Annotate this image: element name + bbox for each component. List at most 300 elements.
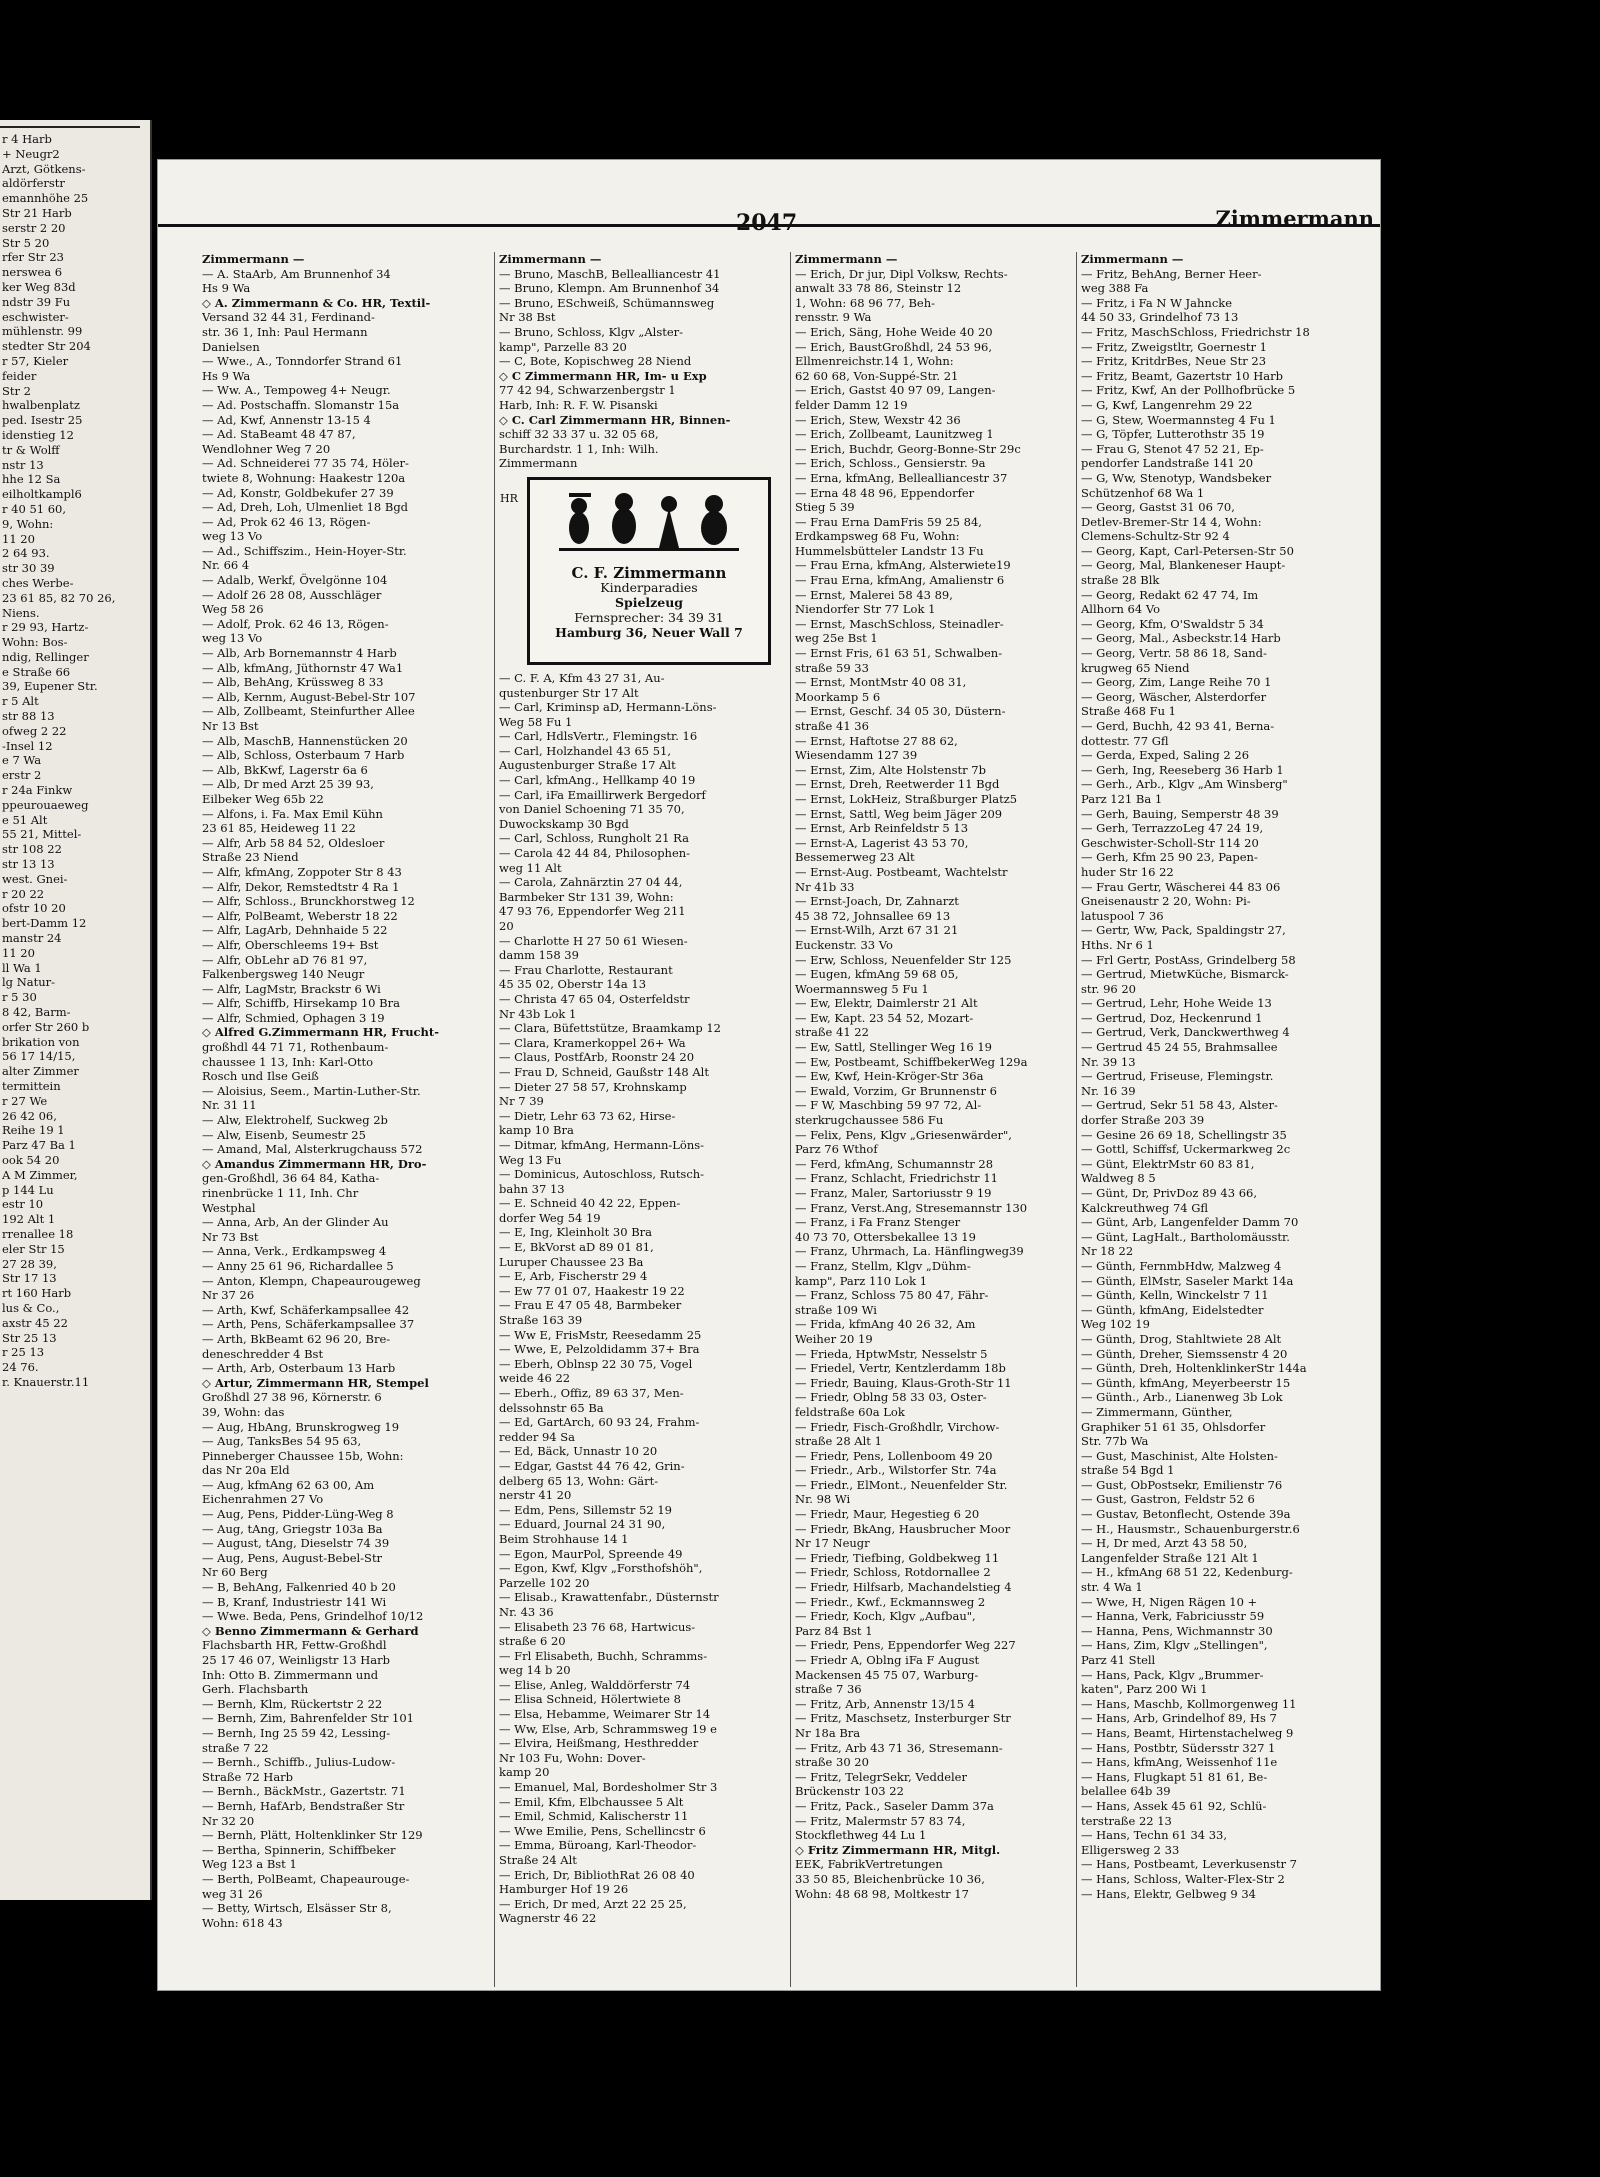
directory-entry: — Georg, Kapt, Carl-Petersen-Str 50 xyxy=(1081,543,1294,558)
directory-entry: — Friedr, Schloss, Rotdornallee 2 xyxy=(795,1565,991,1580)
directory-entry: — Hanna, Verk, Fabriciusstr 59 xyxy=(1081,1609,1265,1624)
directory-entry: — Bernh., Schiffb., Julius-Ludow- xyxy=(202,1755,396,1770)
directory-entry: dorfer Straße 203 39 xyxy=(1081,1113,1205,1128)
directory-entry: — H., Hausmstr., Schauenburgerstr.6 xyxy=(1081,1521,1300,1536)
directory-entry: — Georg, Mal., Asbeckstr.14 Harb xyxy=(1081,631,1281,646)
adjacent-page-line: termittein xyxy=(2,1079,61,1093)
directory-entry: — Hans, Arb, Grindelhof 89, Hs 7 xyxy=(1081,1711,1277,1726)
directory-entry: — Edgar, Gastst 44 76 42, Grin- xyxy=(499,1458,685,1473)
directory-entry: — E, Arb, Fischerstr 29 4 xyxy=(499,1269,648,1284)
directory-entry: — Alb, Zollbeamt, Steinfurther Allee xyxy=(202,704,415,719)
directory-entry: — Bernh, Ing 25 59 42, Lessing- xyxy=(202,1725,391,1740)
directory-entry: 45 35 02, Oberstr 14a 13 xyxy=(499,977,647,992)
directory-entry: Woermannsweg 5 Fu 1 xyxy=(795,981,929,996)
adjacent-page-line: 9, Wohn: xyxy=(2,516,54,531)
directory-entry: — Ad, Kwf, Annenstr 13-15 4 xyxy=(202,412,371,427)
adjacent-page-line: Str 21 Harb xyxy=(2,205,72,220)
directory-entry: weg 388 Fa xyxy=(1081,281,1149,296)
advertiser-name: C. F. Zimmermann xyxy=(571,563,727,582)
directory-entry: — Erich, Buchdr, Georg-Bonne-Str 29c xyxy=(795,441,1021,456)
directory-entry: — Erich, Säng, Hohe Weide 40 20 xyxy=(795,324,993,339)
directory-entry: — Egon, MaurPol, Spreende 49 xyxy=(499,1546,683,1561)
adjacent-page-line: r 25 13 xyxy=(2,1345,45,1360)
directory-entry: — Adolf 26 28 08, Ausschläger xyxy=(202,587,382,602)
directory-entry: Nr 18 22 xyxy=(1081,1244,1134,1259)
adjacent-page-line: ker Weg 83d xyxy=(2,279,76,294)
adjacent-page-line: 39, Eupener Str. xyxy=(2,679,98,694)
directory-entry: ◇ Amandus Zimmermann HR, Dro- xyxy=(202,1156,427,1171)
directory-entry: — Gerh., Arb., Klgv „Am Winsberg" xyxy=(1081,777,1288,792)
directory-entry: Nr. 66 4 xyxy=(202,558,250,573)
directory-entry: — Günth, Drog, Stahltwiete 28 Alt xyxy=(1081,1331,1282,1346)
directory-entry: — Alfr, LagArb, Dehnhaide 5 22 xyxy=(202,923,388,938)
directory-entry: — E, Ing, Kleinholt 30 Bra xyxy=(499,1225,653,1240)
directory-entry: str. 4 Wa 1 xyxy=(1081,1580,1143,1595)
directory-entry: — Günth, Dreh, HoltenklinkerStr 144a xyxy=(1081,1361,1307,1376)
directory-entry: krugweg 65 Niend xyxy=(1081,660,1190,675)
adjacent-page-line: bert-Damm 12 xyxy=(2,916,87,931)
directory-entry: — Alfr, Arb 58 84 52, Oldesloer xyxy=(202,835,385,850)
directory-entry: kamp 20 xyxy=(499,1765,550,1780)
directory-entry: — Alb, Schloss, Osterbaum 7 Harb xyxy=(202,748,405,763)
directory-entry: — Georg, Wäscher, Alsterdorfer xyxy=(1081,689,1267,704)
directory-entry: — Alb, MaschB, Hannenstücken 20 xyxy=(202,733,408,748)
directory-entry: — Franz, Schlacht, Friedrichstr 11 xyxy=(795,1171,998,1186)
adjacent-page-rule xyxy=(0,126,140,128)
directory-entry: — H., kfmAng 68 51 22, Kedenburg- xyxy=(1081,1565,1293,1580)
directory-entry: — Alfr, Schloss., Brunckhorstweg 12 xyxy=(202,894,415,909)
directory-entry: straße 6 20 xyxy=(499,1634,566,1649)
directory-entry: — Arth, Kwf, Schäferkampsallee 42 xyxy=(202,1302,410,1317)
directory-entry: straße 7 22 xyxy=(202,1740,269,1755)
directory-entry: — Günth., Arb., Lianenweg 3b Lok xyxy=(1081,1390,1283,1405)
directory-entry: — Bernh, HafArb, Bendstraßer Str xyxy=(202,1798,405,1813)
column-4 xyxy=(1076,252,1380,1987)
directory-entry: Hamburger Hof 19 26 xyxy=(499,1882,629,1897)
directory-entry: — Friedr A, Oblng iFa F August xyxy=(795,1653,980,1667)
directory-entry: — Ew, Kwf, Hein-Kröger-Str 36a xyxy=(795,1069,984,1084)
directory-entry: — Friedr., Kwf., Eckmannsweg 2 xyxy=(795,1594,986,1609)
directory-entry: — Gerh, Bauing, Semperstr 48 39 xyxy=(1081,806,1279,821)
directory-entry: Duwockskamp 30 Bgd xyxy=(499,816,629,831)
directory-entry: — Günth, kfmAng, Meyerbeerstr 15 xyxy=(1081,1375,1291,1390)
directory-entry: Weg 13 Fu xyxy=(499,1152,562,1167)
adjacent-page-fragment xyxy=(0,120,152,1900)
directory-entry: Zimmermann xyxy=(499,456,578,471)
directory-entry: — Gust, Maschinist, Alte Holsten- xyxy=(1081,1448,1278,1463)
directory-entry: — Günt, Arb, Langenfelder Damm 70 xyxy=(1081,1215,1299,1230)
adjacent-page-line: ll Wa 1 xyxy=(2,960,42,975)
directory-entry: Nr 60 Berg xyxy=(202,1565,268,1580)
adjacent-page-line: r 40 51 60, xyxy=(2,501,67,516)
directory-entry: Straße 24 Alt xyxy=(499,1853,577,1867)
hr-mark: HR xyxy=(500,491,518,505)
directory-entry: Parzelle 102 20 xyxy=(499,1575,590,1590)
directory-entry: ◇ Alfred G.Zimmermann HR, Frucht- xyxy=(202,1025,440,1040)
directory-entry: — Frau Erna DamFris 59 25 84, xyxy=(795,514,982,529)
directory-entry: Falkenbergsweg 140 Neugr xyxy=(202,967,365,982)
directory-entry: straße 109 Wi xyxy=(795,1302,877,1317)
adjacent-page-lines xyxy=(0,132,150,1390)
directory-entry: — Dieter 27 58 57, Krohnskamp xyxy=(499,1079,687,1094)
adjacent-page-line: e Straße 66 xyxy=(2,664,71,679)
directory-entry: Parz 41 Stell xyxy=(1081,1653,1156,1667)
directory-entry: — Alb, BehAng, Krüssweg 8 33 xyxy=(202,675,384,690)
directory-entry: — Emil, Schmid, Kalischerstr 11 xyxy=(499,1809,689,1824)
directory-entry: weide 46 22 xyxy=(499,1371,571,1386)
directory-entry: Nr. 39 13 xyxy=(1081,1054,1136,1069)
directory-entry: — Alfr, LagMstr, Brackstr 6 Wi xyxy=(202,981,381,996)
directory-entry: weg 25e Bst 1 xyxy=(795,631,878,646)
adjacent-page-line: ches Werbe- xyxy=(2,575,74,590)
directory-entry: Weiher 20 19 xyxy=(795,1331,873,1346)
directory-entry: — Alfr, ObLehr aD 76 81 97, xyxy=(202,952,368,967)
directory-entry: redder 94 Sa xyxy=(499,1429,576,1444)
directory-entry: — Günth, Kelln, Winckelstr 7 11 xyxy=(1081,1288,1269,1303)
directory-entry: Nr 38 Bst xyxy=(499,310,556,325)
adjacent-page-line: emannhöhe 25 xyxy=(2,191,89,206)
directory-entry: — Ew 77 01 07, Haakestr 19 22 xyxy=(499,1283,685,1298)
directory-entry: — Eberh, Oblnsp 22 30 75, Vogel xyxy=(499,1356,693,1371)
directory-entry: — A. StaArb, Am Brunnenhof 34 xyxy=(202,266,391,281)
adjacent-page-line: estr 10 xyxy=(2,1197,44,1212)
directory-entry: 47 93 76, Eppendorfer Weg 211 xyxy=(499,904,686,919)
directory-entry: — Ad, Prok 62 46 13, Rögen- xyxy=(202,514,371,529)
directory-entry: Clemens-Schultz-Str 92 4 xyxy=(1081,529,1230,544)
directory-entry: — Alw, Elektrohelf, Suckweg 2b xyxy=(202,1113,388,1128)
directory-entry: 62 60 68, Von-Suppé-Str. 21 xyxy=(795,368,959,383)
directory-entry: Nr 41b 33 xyxy=(795,879,855,894)
directory-entry: — Bruno, MaschB, Bellealliancestr 41 xyxy=(499,266,721,281)
directory-entry: — Bertha, Spinnerin, Schiffbeker xyxy=(202,1842,396,1857)
adjacent-page-line: 55 21, Mittel- xyxy=(2,827,82,842)
directory-entry: — Ew, Sattl, Stellinger Weg 16 19 xyxy=(795,1040,992,1055)
directory-entry: — Alfr, PolBeamt, Weberstr 18 22 xyxy=(202,908,398,923)
directory-entry: — Ernst, Geschf. 34 05 30, Düstern- xyxy=(795,704,1006,719)
directory-entry: Augustenburger Straße 17 Alt xyxy=(499,758,676,773)
directory-entry: — Ad. Postschaffn. Slomanstr 15a xyxy=(202,397,400,412)
directory-entry: — G, Stew, Woermannsteg 4 Fu 1 xyxy=(1081,412,1276,427)
directory-page xyxy=(158,160,1380,1990)
directory-entry: — Fritz, Pack., Saseler Damm 37a xyxy=(795,1798,994,1813)
adjacent-page-line: tr & Wolff xyxy=(2,442,60,457)
directory-entry: Schützenhof 68 Wa 1 xyxy=(1081,485,1205,500)
directory-entry: — Aug, TanksBes 54 95 63, xyxy=(202,1434,362,1449)
directory-entry: — B, Kranf, Industriestr 141 Wi xyxy=(202,1594,387,1609)
directory-entry: qustenburger Str 17 Alt xyxy=(499,685,639,700)
directory-entry: — Elisabeth 23 76 68, Hartwicus- xyxy=(499,1619,696,1634)
directory-entry: Eilbeker Weg 65b 22 xyxy=(202,791,324,806)
directory-entry: — Fritz, KritdrBes, Neue Str 23 xyxy=(1081,354,1267,369)
directory-entry: — Georg, Zim, Lange Reihe 70 1 xyxy=(1081,675,1272,690)
ad-line: Kinderparadies xyxy=(600,580,698,596)
directory-entry: — Hanna, Pens, Wichmannstr 30 xyxy=(1081,1623,1273,1638)
directory-entry: — Günt, Dr, PrivDoz 89 43 66, xyxy=(1081,1186,1257,1200)
directory-entry: Großhdl 27 38 96, Körnerstr. 6 xyxy=(202,1390,382,1405)
directory-entry: Nr 18a Bra xyxy=(795,1725,861,1740)
directory-entry: — Carl, HdlsVertr., Flemingstr. 16 xyxy=(499,729,698,744)
directory-entry: das Nr 20a Eld xyxy=(202,1463,290,1478)
directory-entry: kamp 10 Bra xyxy=(499,1123,574,1138)
directory-entry: Weg 102 19 xyxy=(1081,1317,1150,1332)
directory-entry: — Gerh, Ing, Reeseberg 36 Harb 1 xyxy=(1081,762,1284,777)
directory-entry: ◇ Fritz Zimmermann HR, Mitgl. xyxy=(795,1842,1001,1857)
directory-entry: Wiesendamm 127 39 xyxy=(795,748,918,763)
adjacent-page-line: rt 160 Harb xyxy=(2,1286,72,1301)
directory-entry: 20 xyxy=(499,919,514,933)
directory-entry: — Gertrud, Verk, Danckwerthweg 4 xyxy=(1081,1025,1290,1040)
advertisement-box xyxy=(500,477,771,665)
directory-entry: weg 13 Vo xyxy=(202,529,263,544)
adjacent-page-line: r 29 93, Hartz- xyxy=(2,620,89,635)
directory-entry: delberg 65 13, Wohn: Gärt- xyxy=(499,1473,659,1488)
directory-entry: — Claus, PostfArb, Roonstr 24 20 xyxy=(499,1050,695,1065)
directory-entry: Waldweg 8 5 xyxy=(1081,1171,1156,1186)
directory-entry: — Ernst, Arb Reinfeldstr 5 13 xyxy=(795,821,969,836)
directory-entry: — Frau E 47 05 48, Barmbeker xyxy=(499,1298,682,1313)
directory-entry: — Günth, kfmAng, Eidelstedter xyxy=(1081,1302,1264,1317)
directory-entry: Straße 23 Niend xyxy=(202,850,299,865)
directory-entry: — Dominicus, Autoschloss, Rutsch- xyxy=(499,1167,705,1182)
directory-entry: — Hans, Schloss, Walter-Flex-Str 2 xyxy=(1081,1871,1285,1886)
directory-entry: — Alfr, Dekor, Remstedtstr 4 Ra 1 xyxy=(202,879,400,894)
directory-entry: Kalckreuthweg 74 Gfl xyxy=(1081,1200,1209,1215)
directory-entry: chaussee 1 13, Inh: Karl-Otto xyxy=(202,1054,374,1069)
directory-entry: — Gertrud, Doz, Heckenrund 1 xyxy=(1081,1010,1263,1025)
directory-entry: Nr 13 Bst xyxy=(202,719,259,733)
ad-line: Spielzeug xyxy=(614,595,684,611)
directory-entry: — Amand, Mal, Alsterkrugchauss 572 xyxy=(202,1142,423,1157)
directory-entry: — Friedr, Koch, Klgv „Aufbau", xyxy=(795,1609,976,1624)
directory-entry: — Frau G, Stenot 47 52 21, Ep- xyxy=(1081,441,1264,456)
directory-entry: — Felix, Pens, Klgv „Griesenwärder", xyxy=(795,1127,1012,1142)
adjacent-page-line: Niens. xyxy=(2,605,40,620)
directory-entry: — Hans, Maschb, Kollmorgenweg 11 xyxy=(1081,1696,1297,1711)
directory-entry: — Georg, Mal, Blankeneser Haupt- xyxy=(1081,558,1286,573)
directory-entry: — Arth, BkBeamt 62 96 20, Bre- xyxy=(202,1331,391,1346)
directory-entry: — Fritz, BehAng, Berner Heer- xyxy=(1081,266,1262,281)
directory-entry: Parz 84 Bst 1 xyxy=(795,1623,873,1638)
directory-entry: straße 54 Bgd 1 xyxy=(1081,1463,1175,1478)
directory-entry: — Carl, iFa Emaillirwerk Bergedorf xyxy=(499,787,706,802)
directory-entry: 39, Wohn: das xyxy=(202,1404,285,1419)
directory-entry: Niendorfer Str 77 Lok 1 xyxy=(795,602,936,617)
directory-entry: — Erich, Stew, Wexstr 42 36 xyxy=(795,412,961,427)
directory-entry: — Gust, ObPostsekr, Emilienstr 76 xyxy=(1081,1477,1283,1492)
directory-entry: — Clara, Büfettstütze, Braamkamp 12 xyxy=(499,1021,721,1036)
directory-entry: — Ernst Fris, 61 63 51, Schwalben- xyxy=(795,646,1003,661)
directory-entry: weg 11 Alt xyxy=(499,860,562,875)
directory-entry: — Wwe. Beda, Pens, Grindelhof 10/12 xyxy=(202,1609,424,1624)
directory-entry: — Frl Gertr, PostAss, Grindelberg 58 xyxy=(1081,952,1296,967)
adjacent-page-line: -Insel 12 xyxy=(2,738,53,753)
directory-entry: — Frl Elisabeth, Buchh, Schramms- xyxy=(499,1648,708,1663)
adjacent-page-line: Str 2 xyxy=(2,383,31,398)
directory-entry: — Emma, Büroang, Karl-Theodor- xyxy=(499,1838,697,1853)
directory-entry: — Ad. Schneiderei 77 35 74, Höler- xyxy=(202,456,409,471)
directory-entry: damm 158 39 xyxy=(499,948,579,963)
directory-entry: — Günt, ElektrMstr 60 83 81, xyxy=(1081,1156,1255,1171)
directory-entry: Flachsbarth HR, Fettw-Großhdl xyxy=(202,1638,387,1653)
directory-entry: — Aug, Pens, August-Bebel-Str xyxy=(202,1550,383,1565)
directory-entry: — Ernst, Sattl, Weg beim Jäger 209 xyxy=(795,806,1003,821)
directory-entry: — E, BkVorst aD 89 01 81, xyxy=(499,1240,654,1255)
directory-entry: — Charlotte H 27 50 61 Wiesen- xyxy=(499,933,688,948)
directory-entry: ◇ Benno Zimmermann & Gerhard xyxy=(202,1623,419,1638)
directory-entry: huder Str 16 22 xyxy=(1081,864,1174,879)
directory-entry: Parz 121 Ba 1 xyxy=(1081,791,1163,806)
directory-entry: — G, Ww, Stenotyp, Wandsbeker xyxy=(1081,470,1272,485)
directory-entry: — Frau Charlotte, Restaurant xyxy=(499,962,673,977)
adjacent-page-line: nerswea 6 xyxy=(2,265,63,280)
directory-entry: — Erich, Dr med, Arzt 22 25 25, xyxy=(499,1896,687,1911)
adjacent-page-line: 27 28 39, xyxy=(2,1256,57,1271)
directory-entry: — Fritz, Maschsetz, Insterburger Str xyxy=(795,1711,1011,1726)
column-header: Zimmermann — xyxy=(202,252,305,266)
directory-entry: weg 31 26 xyxy=(202,1886,263,1901)
adjacent-page-line: 11 20 xyxy=(2,531,35,546)
adjacent-page-line: eilholtkampl6 xyxy=(2,487,82,502)
adjacent-page-line: 8 42, Barm- xyxy=(2,1005,71,1020)
adjacent-page-line: feider xyxy=(2,368,37,383)
directory-entry: — Elisab., Krawattenfabr., Düsternstr xyxy=(499,1590,719,1605)
directory-entry: Versand 32 44 31, Ferdinand- xyxy=(202,310,375,325)
directory-entry: Elligersweg 2 33 xyxy=(1081,1842,1180,1857)
directory-entry: straße 41 22 xyxy=(795,1025,869,1040)
directory-entry: Mackensen 45 75 07, Warburg- xyxy=(795,1667,979,1682)
directory-entry: Straße 468 Fu 1 xyxy=(1081,704,1176,719)
directory-entry: — Günth, Dreher, Siemssenstr 4 20 xyxy=(1081,1346,1288,1361)
directory-entry: — Erna, kfmAng, Bellealliancestr 37 xyxy=(795,470,1008,485)
directory-entry: — Erich, Dr jur, Dipl Volksw, Rechts- xyxy=(795,266,1008,281)
adjacent-page-line: Str 25 13 xyxy=(2,1330,57,1345)
directory-entry: Straße 163 39 xyxy=(499,1313,583,1328)
directory-entry: — Bruno, Klempn. Am Brunnenhof 34 xyxy=(499,281,720,296)
directory-entry: — Eugen, kfmAng 59 68 05, xyxy=(795,967,959,982)
adjacent-page-line: str 13 13 xyxy=(2,857,55,872)
directory-entry: — Betty, Wirtsch, Elsässer Str 8, xyxy=(202,1901,392,1916)
directory-entry: 33 50 85, Bleichenbrücke 10 36, xyxy=(795,1871,985,1886)
directory-entry: — Frau Erna, kfmAng, Alsterwiete19 xyxy=(795,558,1011,573)
directory-entry: Nr. 98 Wi xyxy=(795,1492,851,1507)
directory-entry: — Gertr, Ww, Pack, Spaldingstr 27, xyxy=(1081,923,1286,938)
directory-entry: ◇ C Zimmermann HR, Im- u Exp xyxy=(499,368,707,383)
directory-entry: — Günth, ElMstr, Saseler Markt 14a xyxy=(1081,1273,1294,1288)
directory-entry: — Friedr., Arb., Wilstorfer Str. 74a xyxy=(795,1463,997,1478)
directory-entry: — Elisa Schneid, Hölertwiete 8 xyxy=(499,1692,681,1707)
directory-entry: Wohn: 618 43 xyxy=(202,1915,283,1930)
directory-entry: Stockflethweg 44 Lu 1 xyxy=(795,1828,927,1843)
directory-entry: pendorfer Landstraße 141 20 xyxy=(1081,456,1254,471)
directory-entry: Nr 7 39 xyxy=(499,1094,544,1109)
directory-entry: ◇ C. Carl Zimmermann HR, Binnen- xyxy=(499,412,731,427)
directory-entry: — Anton, Klempn, Chapeaurougeweg xyxy=(202,1273,421,1288)
directory-entry: großhdl 44 71 71, Rothenbaum- xyxy=(202,1040,389,1055)
directory-entry: rensstr. 9 Wa xyxy=(795,310,872,325)
directory-entry: — C. F. A, Kfm 43 27 31, Au- xyxy=(499,670,665,685)
directory-entry: — C, Bote, Kopischweg 28 Niend xyxy=(499,354,692,369)
entry-list xyxy=(499,267,793,471)
directory-entry: — Fritz, Malermstr 57 83 74, xyxy=(795,1813,966,1828)
directory-entry: terstraße 22 13 xyxy=(1081,1813,1172,1828)
adjacent-page-line: r 5 30 xyxy=(2,990,37,1005)
adjacent-page-line: brikation von xyxy=(2,1034,80,1049)
directory-entry: — Alw, Eisenb, Seumestr 25 xyxy=(202,1127,366,1142)
directory-entry: — Carl, kfmAng., Hellkamp 40 19 xyxy=(499,773,696,788)
directory-entry: Wendlohner Weg 7 20 xyxy=(202,441,331,456)
adjacent-page-line: ppeurouaeweg xyxy=(2,797,89,812)
directory-entry: — Friedr, Hilfsarb, Machandelstieg 4 xyxy=(795,1580,1012,1595)
directory-entry: gen-Großhdl, 36 64 84, Katha- xyxy=(202,1171,380,1186)
directory-entry: — Günth, FernmbHdw, Malzweg 4 xyxy=(1081,1258,1282,1273)
column-header: Zimmermann — xyxy=(795,252,898,266)
directory-entry: straße 30 20 xyxy=(795,1755,869,1770)
adjacent-page-line: + Neugr2 xyxy=(2,146,60,161)
adjacent-page-line: 56 17 14/15, xyxy=(2,1049,76,1064)
adjacent-page-line: r 27 We xyxy=(2,1093,48,1108)
entry-list xyxy=(795,267,1079,1902)
directory-entry: Westphal xyxy=(202,1200,256,1215)
directory-entry: dorfer Weg 54 19 xyxy=(499,1210,601,1225)
directory-entry: Hs 9 Wa xyxy=(202,368,251,383)
directory-entry: — Christa 47 65 04, Osterfeldstr xyxy=(499,991,690,1006)
adjacent-page-line: Arzt, Götkens- xyxy=(2,161,86,176)
directory-entry: Beim Strohhause 14 1 xyxy=(499,1531,629,1546)
directory-entry: — Alb, Arb Bornemannstr 4 Harb xyxy=(202,646,397,661)
directory-entry: — Bernh., BäckMstr., Gazertstr. 71 xyxy=(202,1784,406,1799)
directory-entry: Straße 72 Harb xyxy=(202,1769,294,1784)
directory-entry: — Frau Gertr, Wäscherei 44 83 06 xyxy=(1081,879,1281,894)
directory-entry: Nr 73 Bst xyxy=(202,1229,259,1244)
directory-entry: — Alfr, kfmAng, Zoppoter Str 8 43 xyxy=(202,864,402,879)
directory-entry: — G, Kwf, Langenrehm 29 22 xyxy=(1081,397,1253,412)
adjacent-page-line: eler Str 15 xyxy=(2,1241,65,1256)
directory-entry: — Ww E, FrisMstr, Reesedamm 25 xyxy=(499,1327,702,1342)
adjacent-page-line: serstr 2 20 xyxy=(2,220,66,235)
adjacent-page-line: 26 42 06, xyxy=(2,1108,57,1123)
adjacent-page-line: lg Natur- xyxy=(2,975,56,990)
directory-entry: — Dietr, Lehr 63 73 62, Hirse- xyxy=(499,1108,676,1123)
directory-entry: — Friedr., ElMont., Neuenfelder Str. xyxy=(795,1477,1008,1492)
directory-entry: — Wwe, E, Pelzoldidamm 37+ Bra xyxy=(499,1342,700,1357)
adjacent-page-line: aldörferstr xyxy=(2,176,65,191)
directory-entry: 45 38 72, Johnsallee 69 13 xyxy=(795,908,951,923)
directory-entry: — Friedr, Tiefbing, Goldbekweg 11 xyxy=(795,1550,1000,1565)
directory-entry: Geschwister-Scholl-Str 114 20 xyxy=(1081,835,1259,850)
directory-entry: — Hans, Postbtr, Südersstr 327 1 xyxy=(1081,1740,1276,1755)
directory-entry: — Ernst, Haftotse 27 88 62, xyxy=(795,733,958,748)
column-header: Zimmermann — xyxy=(499,252,602,266)
adjacent-page-line: stedter Str 204 xyxy=(2,339,91,354)
directory-entry: — Hans, Beamt, Hirtenstachelweg 9 xyxy=(1081,1725,1294,1740)
directory-entry: 77 42 94, Schwarzenbergstr 1 xyxy=(499,383,676,398)
directory-entry: — Erna 48 48 96, Eppendorfer xyxy=(795,485,975,500)
adjacent-page-line: ndstr 39 Fu xyxy=(2,294,71,309)
directory-entry: — Carl, Kriminsp aD, Hermann-Löns- xyxy=(499,700,717,715)
adjacent-page-line: manstr 24 xyxy=(2,931,62,946)
directory-entry: — Alfr, Schiffb, Hirsekamp 10 Bra xyxy=(202,996,400,1011)
directory-entry: Allhorn 64 Vo xyxy=(1081,602,1161,617)
directory-entry: — Frau D, Schneid, Gaußstr 148 Alt xyxy=(499,1064,709,1079)
directory-entry: — Gertrud, Friseuse, Flemingstr. xyxy=(1081,1069,1274,1084)
directory-entry: — Berth, PolBeamt, Chapeaurouge- xyxy=(202,1871,410,1886)
adjacent-page-line: orfer Str 260 b xyxy=(2,1019,90,1034)
adjacent-page-line: Parz 47 Ba 1 xyxy=(2,1138,76,1153)
directory-entry: — Ad, Konstr, Goldbekufer 27 39 xyxy=(202,485,394,500)
directory-entry: — Fritz, MaschSchloss, Friedrichstr 18 xyxy=(1081,324,1310,339)
directory-entry: — Elsa, Hebamme, Weimarer Str 14 xyxy=(499,1707,711,1722)
directory-entry: — Fritz, Arb 43 71 36, Stresemann- xyxy=(795,1740,1003,1755)
